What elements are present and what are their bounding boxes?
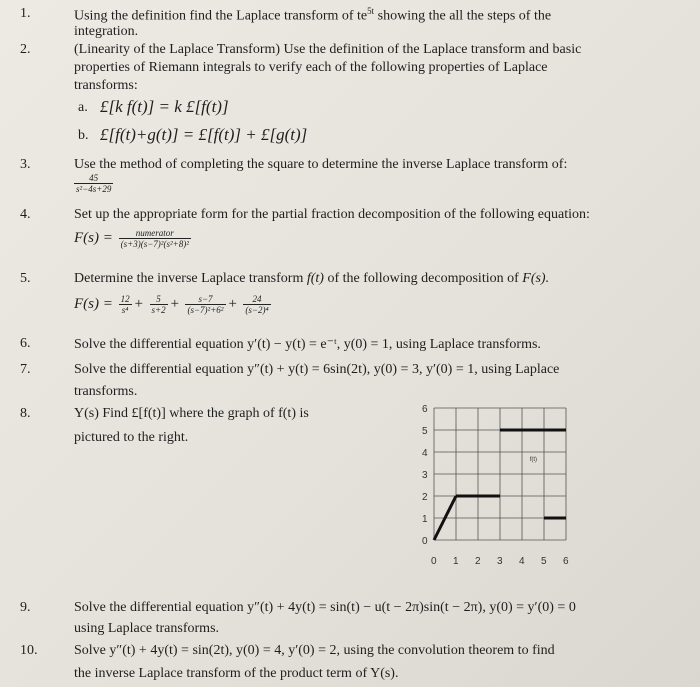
problem-2-number: 2.: [20, 42, 31, 57]
problem-5-number: 5.: [20, 271, 31, 286]
problem-4-equation: F(s) = $\frac{\text{numerator}}{\text{(s+3)(s−7)²(s²+8)²}}$: [74, 228, 189, 249]
problem-5-equation: F(s) = $\frac{12}{\text{s⁴}}$ + $\frac{5}{s+2}$ + $\frac{s-7}{\text{(s−7)²+6²}}$ + $\frac{24}{\text{(s−2)⁴}}$: [74, 294, 269, 315]
problem-3-number: 3.: [20, 157, 31, 172]
problem-2-text-3: transforms:: [74, 78, 138, 93]
curve-label: f(t): [529, 456, 538, 463]
problem-1-number: 1.: [20, 6, 31, 21]
problem-7-text-2: transforms.: [74, 384, 138, 399]
problem-8-number: 8.: [20, 406, 31, 421]
problem-6-text: Solve the differential equation y′(t) − y(t) = e⁻ᵗ, y(0) = 1, using Laplace transforms.: [74, 337, 541, 352]
y-tick-label: 0: [422, 536, 428, 547]
x-tick-label: 6: [563, 556, 569, 567]
x-tick-label: 3: [497, 556, 503, 567]
problem-9-text-2: using Laplace transforms.: [74, 621, 220, 636]
problem-1-text-2: integration.: [74, 24, 139, 39]
y-tick-label: 4: [422, 448, 428, 459]
problem-4-text: Set up the appropriate form for the partial fraction decomposition of the following equation:: [74, 207, 590, 222]
problem-7-number: 7.: [20, 362, 31, 377]
problem-2-text-1: (Linearity of the Laplace Transform) Use the definition of the Laplace transform and basic: [74, 42, 582, 57]
problem-2-text-2: properties of Riemann integrals to verify each of the following properties of Laplace: [74, 60, 548, 75]
problem-2b-formula: £[f(t)+g(t)] = £[f(t)] + £[g(t)]: [100, 125, 308, 144]
problem-9-text-1: Solve the differential equation y″(t) + 4y(t) = sin(t) − u(t − 2π)sin(t − 2π), y(0) = y′(0) = 0: [74, 600, 576, 615]
problem-7-text-1: Solve the differential equation y″(t) + y(t) = 6sin(2t), y(0) = 3, y′(0) = 1, using Laplace: [74, 362, 560, 377]
problem-3-fraction: $\frac{45}{\text{s²−4s+29}}$: [76, 173, 112, 194]
y-tick-label: 1: [422, 514, 428, 525]
y-tick-label: 2: [422, 492, 428, 503]
problem-2b-label: b.: [78, 128, 89, 143]
x-tick-label: 1: [453, 556, 459, 567]
problem-3-text: Use the method of completing the square to determine the inverse Laplace transform of:: [74, 157, 568, 172]
problem-1-text: Using the definition find the Laplace transform of $te^{5t}$ showing the all the steps of the: [74, 6, 552, 24]
problem-2a-label: a.: [78, 100, 88, 115]
y-tick-label: 5: [422, 426, 428, 437]
problem-10-text-2: the inverse Laplace transform of the product term of Y(s).: [74, 666, 399, 681]
x-tick-label: 5: [541, 556, 547, 567]
y-tick-label: 3: [422, 470, 428, 481]
problem-6-number: 6.: [20, 336, 31, 351]
problem-2a-formula: £[k f(t)] = k £[f(t)]: [100, 97, 229, 116]
x-tick-label: 0: [431, 556, 437, 567]
problem-5-text: Determine the inverse Laplace transform f(t) of the following decomposition of F(s).: [74, 271, 550, 286]
problem-8-graph: [398, 398, 588, 574]
x-tick-label: 4: [519, 556, 525, 567]
problem-8-text-2: pictured to the right.: [74, 430, 189, 445]
problem-10-number: 10.: [20, 643, 38, 658]
problem-4-number: 4.: [20, 207, 31, 222]
y-tick-label: 6: [422, 404, 428, 415]
problem-9-number: 9.: [20, 600, 31, 615]
x-tick-label: 2: [475, 556, 481, 567]
problem-10-text-1: Solve y″(t) + 4y(t) = sin(2t), y(0) = 4, y′(0) = 2, using the convolution theorem to find: [74, 643, 555, 658]
problem-8-text-1: Y(s) Find £[f(t)] where the graph of f(t) is: [74, 406, 309, 421]
